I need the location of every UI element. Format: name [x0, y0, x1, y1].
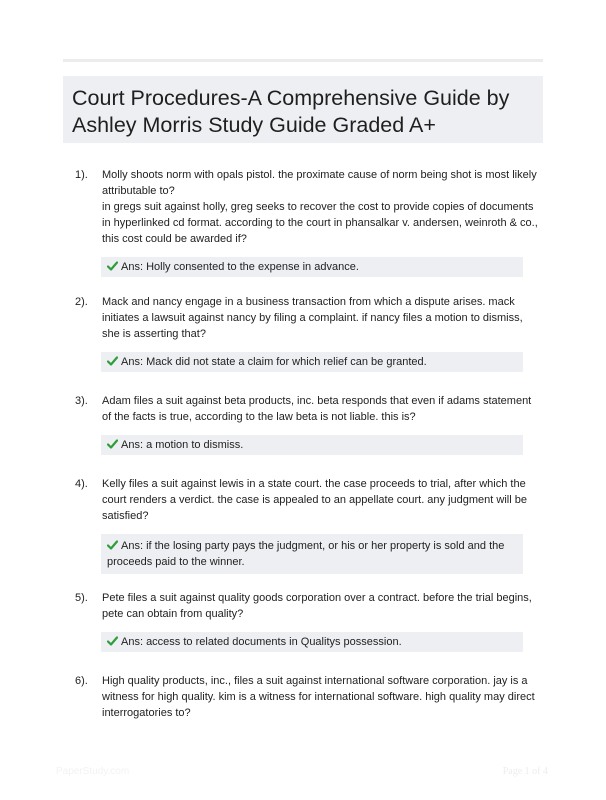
question-text: [102, 476, 543, 524]
answer-box: [101, 352, 523, 372]
question-number: 1).: [75, 169, 88, 181]
question-item: [63, 476, 543, 574]
answer-text: Ans: access to related documents in Qualitys possession.: [121, 636, 402, 648]
question-number: 6).: [75, 675, 88, 687]
answer-box: [101, 257, 523, 277]
check-icon: [107, 261, 118, 271]
question-line: Molly shoots norm with opals pistol. the proximate cause of norm being shot is most likely attributable to?: [102, 169, 537, 197]
question-text: [102, 673, 543, 721]
question-number: 3).: [75, 395, 88, 407]
top-rule: [63, 59, 543, 62]
question-line: Adam files a suit against beta products, inc. beta responds that even if adams statement of the facts is true, according to the law beta is not liable. this is?: [102, 395, 532, 423]
question-line: Mack and nancy engage in a business transaction from which a dispute arises. mack initiates a lawsuit against nancy by filing a complaint. if nancy files a motion to dismiss, she is asserting that?: [102, 296, 523, 340]
footer-watermark: PaperStudy.com: [56, 766, 130, 777]
answer-box: [101, 435, 523, 455]
question-item: [63, 294, 543, 372]
question-line: Pete files a suit against quality goods corporation over a contract. before the trial begins, pete can obtain from quality?: [102, 592, 532, 620]
question-item: [63, 590, 543, 652]
check-icon: [107, 356, 118, 366]
page-number: Page 1 of 4: [502, 766, 548, 777]
check-icon: [107, 636, 118, 646]
answer-text: Ans: if the losing party pays the judgment, or his or her property is sold and the proceeds paid to the winner.: [107, 540, 505, 568]
answer-text: Ans: a motion to dismiss.: [121, 439, 244, 451]
answer-text: Ans: Holly consented to the expense in advance.: [121, 261, 359, 273]
question-line: High quality products, inc., files a suit against international software corporation. jay is a witness for high quality. kim is a witness for international software. high quality may direct interrogatories to?: [102, 675, 535, 719]
question-text: [102, 590, 543, 622]
question-number: 5).: [75, 592, 88, 604]
question-text: [102, 294, 543, 342]
check-icon: [107, 540, 118, 550]
title-banner: [63, 76, 543, 143]
document-title: Court Procedures-A Comprehensive Guide by Ashley Morris Study Guide Graded A+: [72, 86, 510, 137]
question-number: 4).: [75, 478, 88, 490]
question-item: [63, 167, 543, 277]
answer-box: [101, 534, 523, 574]
question-line: Kelly files a suit against lewis in a state court. the case proceeds to trial, after which the court renders a verdict. the case is appealed to an appellate court. any judgment will be satisfied?: [102, 478, 527, 522]
answer-box: [101, 632, 523, 652]
question-number: 2).: [75, 296, 88, 308]
answer-text: Ans: Mack did not state a claim for which relief can be granted.: [121, 356, 427, 368]
check-icon: [107, 439, 118, 449]
question-text: [102, 393, 543, 425]
question-line: in gregs suit against holly, greg seeks to recover the cost to provide copies of documents in hyperlinked cd format. according to the court in phansalkar v. andersen, weinroth & co., this cost could be awarded if?: [102, 201, 538, 245]
question-text: [102, 167, 543, 247]
question-item: [63, 673, 543, 721]
question-item: [63, 393, 543, 455]
